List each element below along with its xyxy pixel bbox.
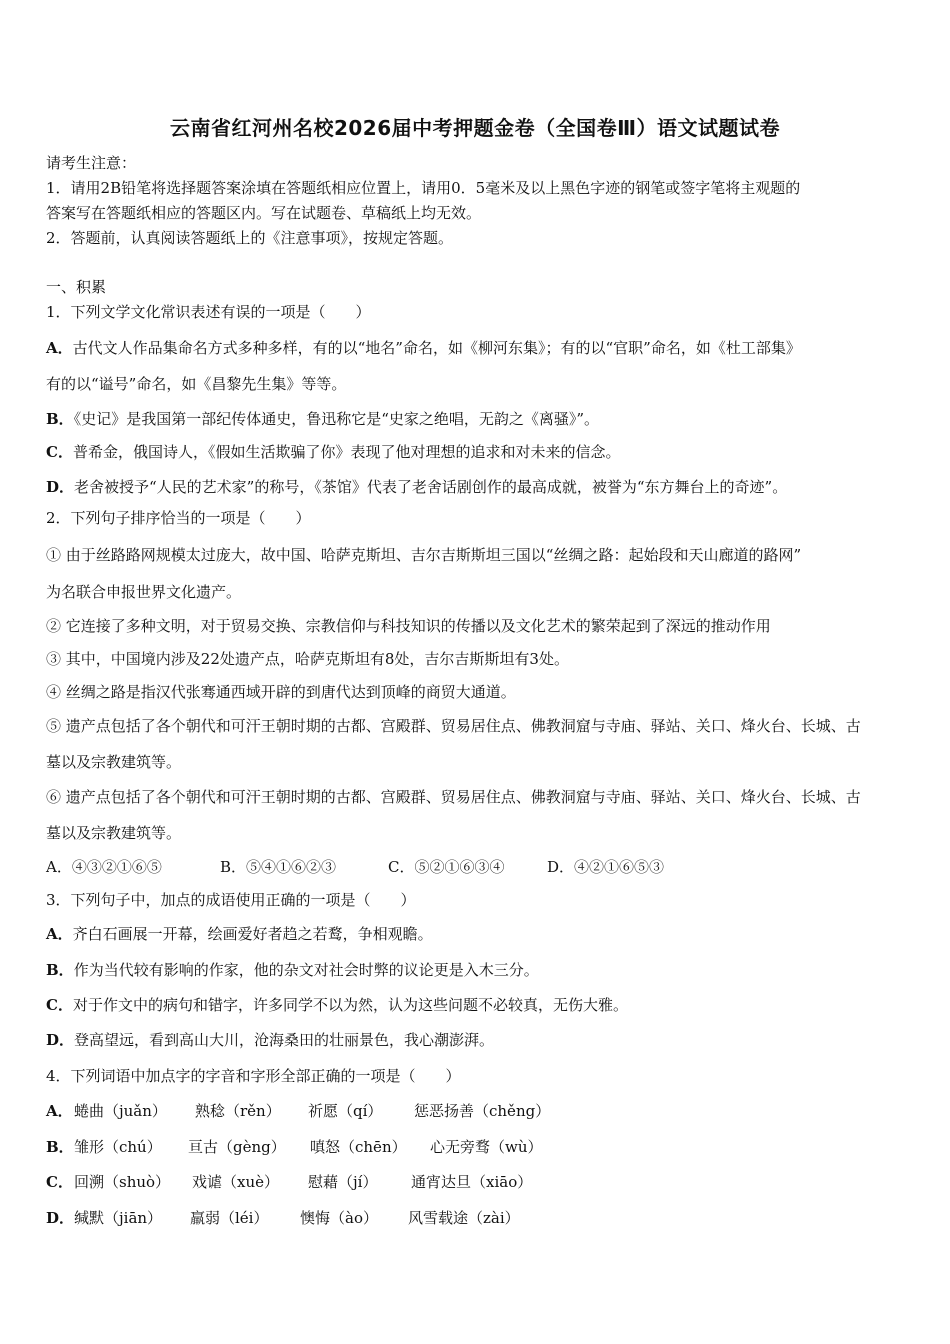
- option-label: D．: [46, 1209, 75, 1227]
- question-2-sentence-3: ③ 其中，中国境内涉及22处遗产点，哈萨克斯坦有8处，吉尔吉斯斯坦有3处。: [46, 650, 569, 668]
- word-item: 戏谑（xuè）: [192, 1173, 279, 1191]
- question-2-sentence-1: ① 由于丝路路网规模太过庞大，故中国、哈萨克斯坦、吉尔吉斯斯坦三国以“丝绸之路：起始段和天山廊道的路网”: [46, 546, 802, 564]
- question-1-option-d: [46, 477, 787, 497]
- notice-item-1-line-1: 1．请用2B铅笔将选择题答案涂填在答题纸相应位置上，请用0．5毫米及以上黑色字迹的钢笔或签字笔将主观题的: [46, 179, 801, 197]
- question-2-option-c: C．⑤②①⑥③④: [388, 858, 505, 876]
- word-item: 熟稔（rěn）: [195, 1102, 281, 1120]
- question-2-sentence-5-line-2: 墓以及宗教建筑等。: [46, 753, 182, 771]
- option-label: C．: [46, 443, 73, 461]
- question-2-sentence-6-line-2: 墓以及宗教建筑等。: [46, 824, 182, 842]
- option-label: C．: [46, 996, 73, 1014]
- question-3-option-a: [46, 924, 433, 944]
- word-item: 羸弱（léi）: [190, 1209, 269, 1227]
- option-text: 登高望远，看到高山大川，沧海桑田的壮丽景色，我心潮澎湃。: [74, 1031, 495, 1049]
- option-text: 齐白石画展一开幕，绘画爱好者趋之若鹜，争相观瞻。: [72, 925, 433, 943]
- question-2-sentence-2: ② 它连接了多种文明，对于贸易交换、宗教信仰与科技知识的传播以及文化艺术的繁荣起到了深远的推动作用: [46, 617, 771, 635]
- question-4-option-b: [46, 1137, 543, 1157]
- word-item: 蜷曲（juǎn）: [74, 1102, 167, 1120]
- option-label: A．: [46, 339, 73, 357]
- option-label: B．: [46, 1138, 74, 1156]
- option-label: C．: [46, 1173, 73, 1191]
- word-item: 缄默（jiān）: [74, 1209, 163, 1227]
- option-text: 古代文人作品集命名方式多种多样，有的以“地名”命名，如《柳河东集》；有的以“官职”命名，如《杜工部集》: [72, 339, 801, 357]
- question-1-option-a: [46, 338, 801, 358]
- section-heading: 一、积累: [46, 278, 107, 296]
- question-4-stem: 4．下列词语中加点字的字音和字形全部正确的一项是（ ）: [46, 1067, 461, 1085]
- page-title: 云南省红河州名校2026届中考押题金卷（全国卷Ⅲ）语文试题试卷: [169, 116, 781, 140]
- question-2-option-d: D．④②①⑥⑤③: [547, 858, 665, 876]
- word-item: 懊悔（ào）: [300, 1209, 378, 1227]
- question-3-option-d: [46, 1030, 494, 1050]
- option-text: 《史记》是我国第一部纪传体通史，鲁迅称它是“史家之绝唱，无韵之《离骚》”。: [73, 410, 600, 428]
- question-2-sentence-6: ⑥ 遗产点包括了各个朝代和可汗王朝时期的古都、宫殿群、贸易居住点、佛教洞窟与寺庙、驿站、关口、烽火台、长城、古: [46, 788, 861, 806]
- question-4-option-a: [46, 1101, 551, 1121]
- question-1-option-c: [46, 442, 620, 462]
- question-4-option-d: [46, 1208, 520, 1228]
- question-2-sentence-4: ④ 丝绸之路是指汉代张骞通西域开辟的到唐代达到顶峰的商贸大通道。: [46, 683, 516, 701]
- word-item: 心无旁骛（wù）: [430, 1138, 543, 1156]
- question-3-stem: 3．下列句子中，加点的成语使用正确的一项是（ ）: [46, 891, 416, 909]
- option-text: 对于作文中的病句和错字，许多同学不以为然，认为这些问题不必较真，无伤大雅。: [72, 996, 628, 1014]
- option-label: B．: [46, 961, 74, 979]
- notice-item-2: 2．答题前，认真阅读答题纸上的《注意事项》，按规定答题。: [46, 229, 454, 247]
- question-1-stem: 1．下列文学文化常识表述有误的一项是（ ）: [46, 303, 371, 321]
- option-label: A．: [46, 1102, 73, 1120]
- option-label: B．: [46, 410, 74, 428]
- question-1-option-b: [46, 409, 599, 429]
- notice-item-1-line-2: 答案写在答题纸相应的答题区内。写在试题卷、草稿纸上均无效。: [46, 204, 482, 222]
- option-text: 作为当代较有影响的作家，他的杂文对社会时弊的议论更是入木三分。: [73, 961, 539, 979]
- word-item: 回溯（shuò）: [74, 1173, 171, 1191]
- option-label: D．: [46, 1031, 75, 1049]
- notice-heading: 请考生注意：: [46, 154, 137, 172]
- word-item: 雏形（chú）: [74, 1138, 162, 1156]
- question-4-option-c: [46, 1172, 533, 1192]
- question-2-sentence-1-line-2: 为名联合申报世界文化遗产。: [46, 583, 242, 601]
- option-label: D．: [46, 478, 75, 496]
- question-2-option-b: B．⑤④①⑥②③: [220, 858, 337, 876]
- word-item: 亘古（gèng）: [188, 1138, 286, 1156]
- question-3-option-b: [46, 960, 539, 980]
- word-item: 风雪载途（zài）: [408, 1209, 520, 1227]
- option-text: 普希金，俄国诗人，《假如生活欺骗了你》表现了他对理想的追求和对未来的信念。: [72, 443, 621, 461]
- question-2-stem: 2．下列句子排序恰当的一项是（ ）: [46, 509, 311, 527]
- question-3-option-c: [46, 995, 628, 1015]
- word-item: 慰藉（jí）: [308, 1173, 378, 1191]
- word-item: 通宵达旦（xiāo）: [411, 1173, 533, 1191]
- option-label: A．: [46, 925, 73, 943]
- word-item: 惩恶扬善（chěng）: [414, 1102, 551, 1120]
- word-item: 祈愿（qí）: [308, 1102, 383, 1120]
- question-2-sentence-5: ⑤ 遗产点包括了各个朝代和可汗王朝时期的古都、宫殿群、贸易居住点、佛教洞窟与寺庙、驿站、关口、烽火台、长城、古: [46, 717, 861, 735]
- word-item: 嗔怒（chēn）: [310, 1138, 407, 1156]
- question-2-option-a: A．④③②①⑥⑤: [46, 858, 162, 876]
- question-1-option-a-line-2: 有的以“谥号”命名，如《昌黎先生集》等等。: [46, 375, 347, 393]
- option-text: 老舍被授予“人民的艺术家”的称号，《茶馆》代表了老舍话剧创作的最高成就，被誉为“东方舞台上的奇迹”。: [74, 478, 788, 496]
